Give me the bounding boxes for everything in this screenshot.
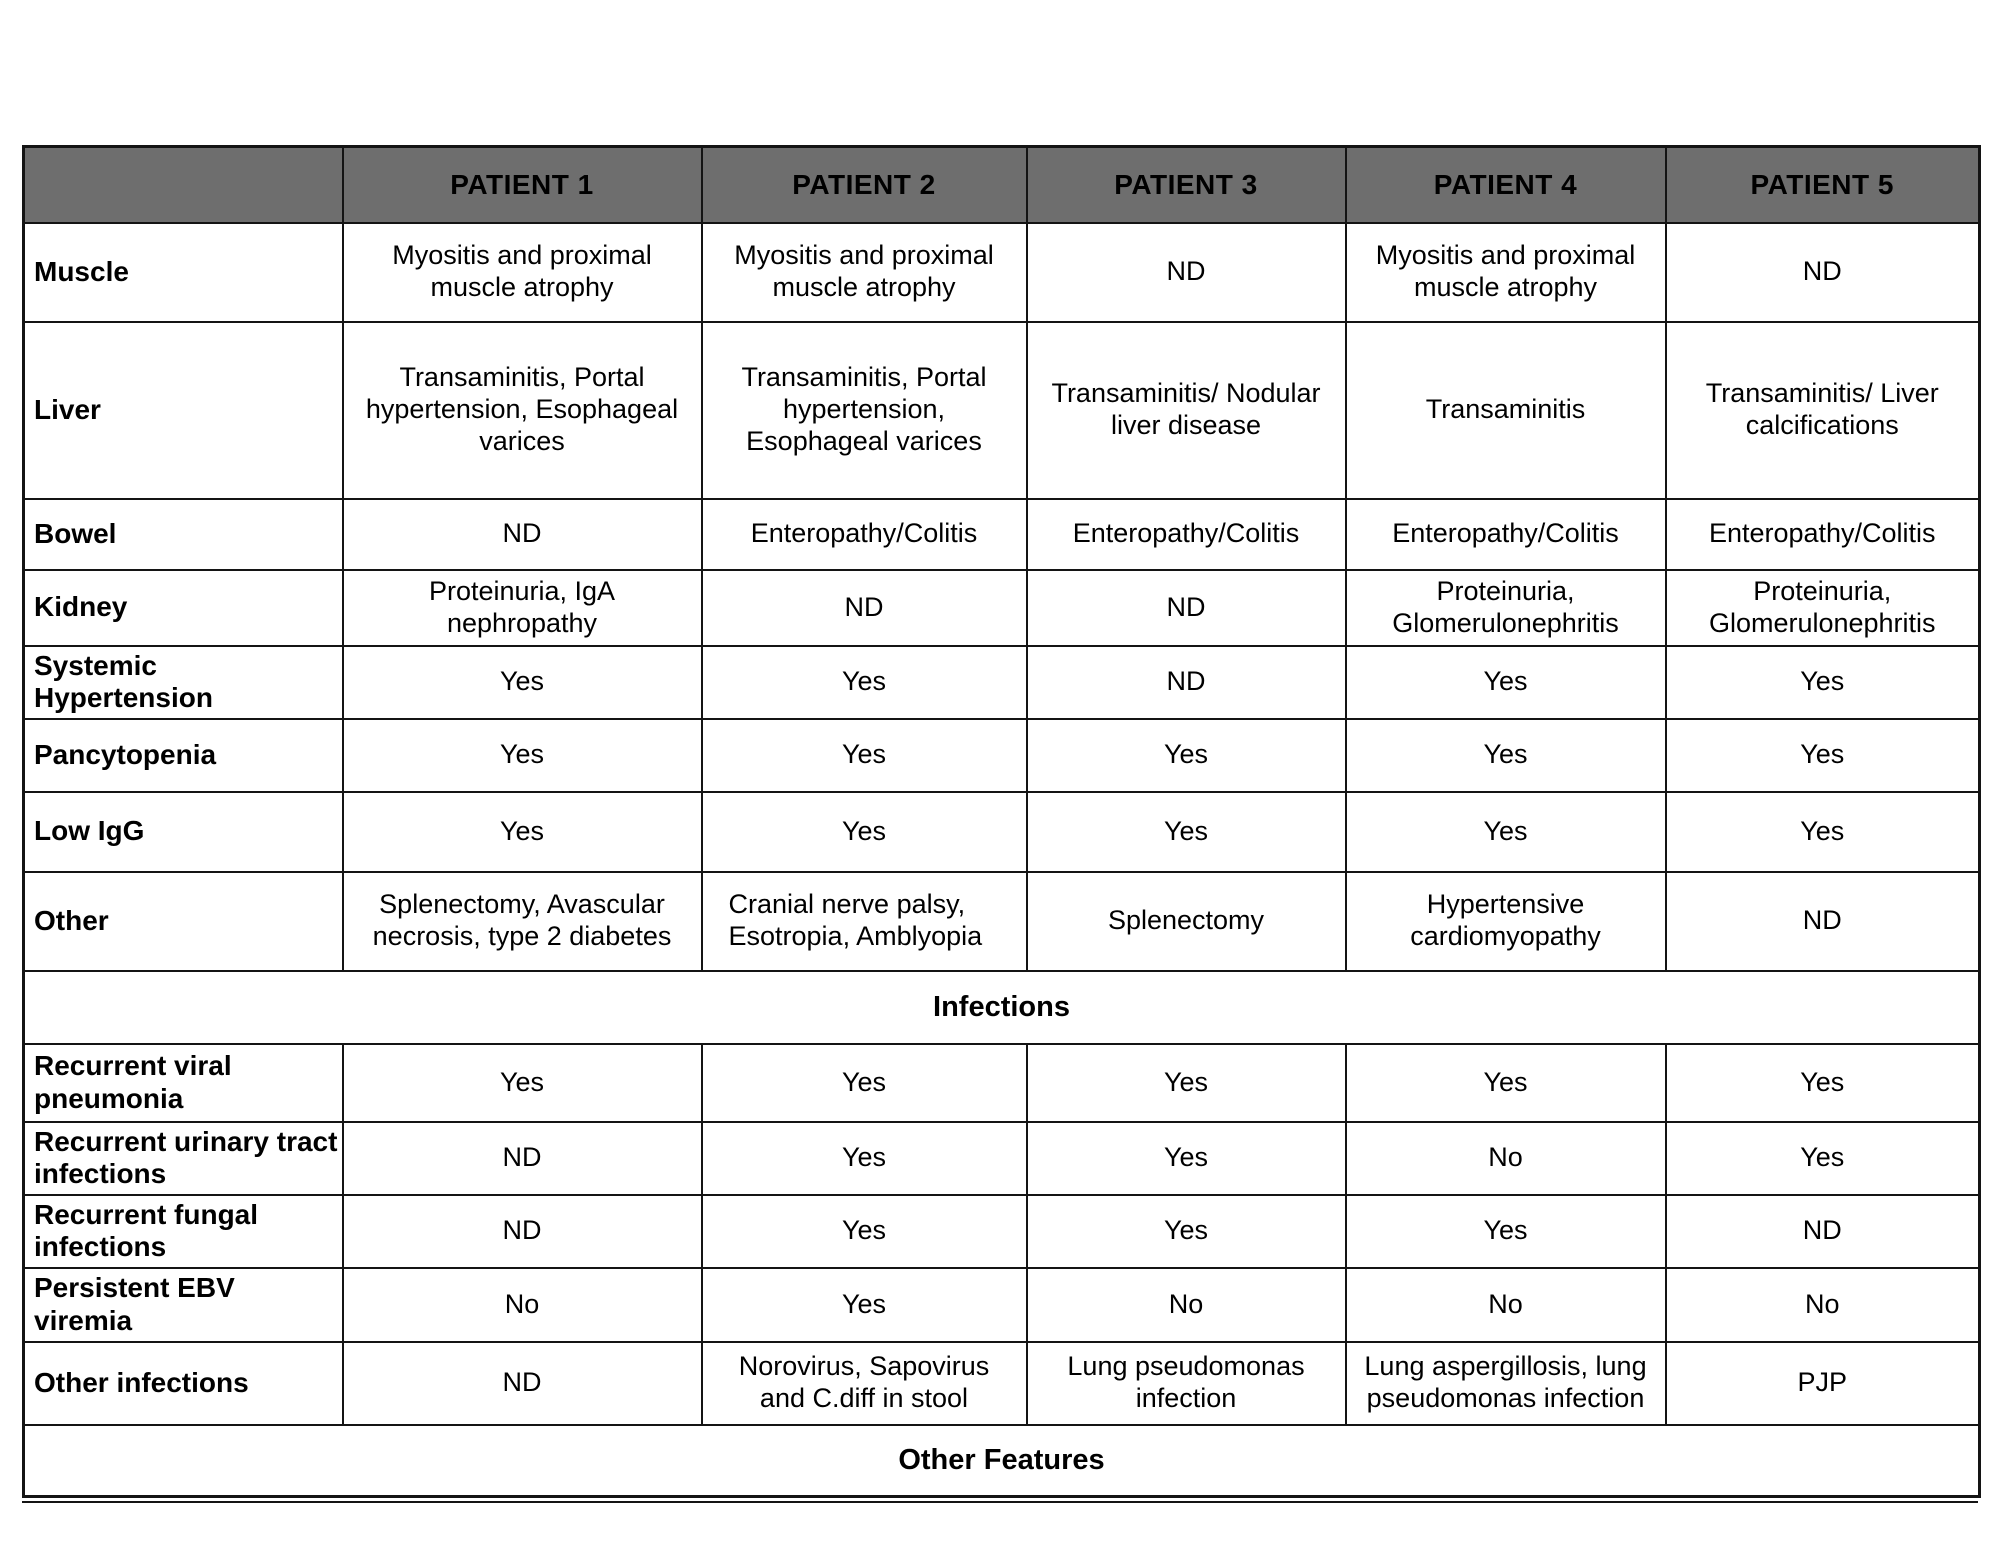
header-row	[24, 147, 1980, 223]
cell-pancytopenia-patient-2: Yes	[702, 719, 1027, 792]
row-label: Other infections	[24, 1342, 343, 1425]
table-row-systemic-hypertension	[24, 646, 1980, 719]
cell-recurrent-urinary-tract-infections-patient-2: Yes	[702, 1122, 1027, 1195]
cell-persistent-ebv-viremia-patient-3: No	[1027, 1268, 1346, 1342]
patient-comparison-table	[22, 145, 1981, 1498]
cell-recurrent-viral-pneumonia-patient-5: Yes	[1666, 1044, 1980, 1122]
cell-other-infections-patient-3: Lung pseudomonas infection	[1027, 1342, 1346, 1425]
cell-pancytopenia-patient-4: Yes	[1346, 719, 1666, 792]
cell-systemic-hypertension-patient-5: Yes	[1666, 646, 1980, 719]
cell-pancytopenia-patient-5: Yes	[1666, 719, 1980, 792]
cell-other-patient-3: Splenectomy	[1027, 872, 1346, 971]
table-row-recurrent-viral-pneumonia	[24, 1044, 1980, 1122]
cell-other-patient-5: ND	[1666, 872, 1980, 971]
table-row-other	[24, 872, 1980, 971]
cell-recurrent-urinary-tract-infections-patient-3: Yes	[1027, 1122, 1346, 1195]
cell-pancytopenia-patient-1: Yes	[343, 719, 702, 792]
row-label: Systemic Hypertension	[24, 646, 343, 719]
table-row-muscle	[24, 223, 1980, 322]
table-body	[24, 223, 1980, 1497]
table-bottom-rule	[22, 1501, 1978, 1503]
cell-recurrent-viral-pneumonia-patient-4: Yes	[1346, 1044, 1666, 1122]
cell-recurrent-viral-pneumonia-patient-2: Yes	[702, 1044, 1027, 1122]
cell-recurrent-urinary-tract-infections-patient-1: ND	[343, 1122, 702, 1195]
cell-recurrent-fungal-infections-patient-2: Yes	[702, 1195, 1027, 1268]
row-label: Recurrent viral pneumonia	[24, 1044, 343, 1122]
column-header-patient-2: PATIENT 2	[702, 147, 1027, 223]
cell-bowel-patient-2: Enteropathy/Colitis	[702, 499, 1027, 570]
cell-persistent-ebv-viremia-patient-4: No	[1346, 1268, 1666, 1342]
table-row-recurrent-fungal-infections	[24, 1195, 1980, 1268]
table-row-pancytopenia	[24, 719, 1980, 792]
row-label: Recurrent urinary tract infections	[24, 1122, 343, 1195]
cell-recurrent-urinary-tract-infections-patient-5: Yes	[1666, 1122, 1980, 1195]
table-header	[24, 147, 1980, 223]
row-label: Persistent EBV viremia	[24, 1268, 343, 1342]
cell-kidney-patient-1: Proteinuria, IgA nephropathy	[343, 570, 702, 646]
column-header-patient-3: PATIENT 3	[1027, 147, 1346, 223]
cell-low-igg-patient-1: Yes	[343, 792, 702, 872]
cell-muscle-patient-4: Myositis and proximal muscle atrophy	[1346, 223, 1666, 322]
cell-kidney-patient-3: ND	[1027, 570, 1346, 646]
cell-recurrent-fungal-infections-patient-3: Yes	[1027, 1195, 1346, 1268]
row-label: Other	[24, 872, 343, 971]
cell-bowel-patient-4: Enteropathy/Colitis	[1346, 499, 1666, 570]
cell-other-infections-patient-5: PJP	[1666, 1342, 1980, 1425]
table-row-persistent-ebv-viremia	[24, 1268, 1980, 1342]
cell-other-patient-1: Splenectomy, Avascular necrosis, type 2 diabetes	[343, 872, 702, 971]
cell-recurrent-viral-pneumonia-patient-1: Yes	[343, 1044, 702, 1122]
table-row-recurrent-urinary-tract-infections	[24, 1122, 1980, 1195]
cell-other-infections-patient-2: Norovirus, Sapovirus and C.diff in stool	[702, 1342, 1027, 1425]
cell-kidney-patient-4: Proteinuria, Glomerulonephritis	[1346, 570, 1666, 646]
column-header-patient-5: PATIENT 5	[1666, 147, 1980, 223]
cell-liver-patient-4: Transaminitis	[1346, 322, 1666, 499]
cell-kidney-patient-5: Proteinuria, Glomerulonephritis	[1666, 570, 1980, 646]
cell-low-igg-patient-3: Yes	[1027, 792, 1346, 872]
cell-persistent-ebv-viremia-patient-1: No	[343, 1268, 702, 1342]
cell-muscle-patient-3: ND	[1027, 223, 1346, 322]
cell-other-patient-2: Cranial nerve palsy, Esotropia, Amblyopia	[702, 872, 1027, 971]
cell-liver-patient-3: Transaminitis/ Nodular liver disease	[1027, 322, 1346, 499]
cell-recurrent-urinary-tract-infections-patient-4: No	[1346, 1122, 1666, 1195]
cell-liver-patient-1: Transaminitis, Portal hypertension, Esophageal varices	[343, 322, 702, 499]
table-row-other-infections	[24, 1342, 1980, 1425]
cell-systemic-hypertension-patient-1: Yes	[343, 646, 702, 719]
cell-bowel-patient-5: Enteropathy/Colitis	[1666, 499, 1980, 570]
cell-systemic-hypertension-patient-3: ND	[1027, 646, 1346, 719]
cell-recurrent-fungal-infections-patient-5: ND	[1666, 1195, 1980, 1268]
cell-recurrent-fungal-infections-patient-1: ND	[343, 1195, 702, 1268]
section-row	[24, 1425, 1980, 1497]
column-header-patient-1: PATIENT 1	[343, 147, 702, 223]
patient-comparison-table-container	[22, 145, 1978, 1503]
cell-systemic-hypertension-patient-2: Yes	[702, 646, 1027, 719]
column-header-patient-4: PATIENT 4	[1346, 147, 1666, 223]
section-title-infections: Infections	[24, 971, 1980, 1044]
cell-muscle-patient-1: Myositis and proximal muscle atrophy	[343, 223, 702, 322]
table-row-low-igg	[24, 792, 1980, 872]
table-row-kidney	[24, 570, 1980, 646]
row-label: Muscle	[24, 223, 343, 322]
row-label: Recurrent fungal infections	[24, 1195, 343, 1268]
cell-recurrent-viral-pneumonia-patient-3: Yes	[1027, 1044, 1346, 1122]
row-label: Bowel	[24, 499, 343, 570]
cell-muscle-patient-2: Myositis and proximal muscle atrophy	[702, 223, 1027, 322]
cell-liver-patient-2: Transaminitis, Portal hypertension, Esophageal varices	[702, 322, 1027, 499]
cell-persistent-ebv-viremia-patient-2: Yes	[702, 1268, 1027, 1342]
cell-bowel-patient-1: ND	[343, 499, 702, 570]
row-label: Low IgG	[24, 792, 343, 872]
table-row-bowel	[24, 499, 1980, 570]
section-row	[24, 971, 1980, 1044]
cell-low-igg-patient-4: Yes	[1346, 792, 1666, 872]
cell-systemic-hypertension-patient-4: Yes	[1346, 646, 1666, 719]
cell-pancytopenia-patient-3: Yes	[1027, 719, 1346, 792]
cell-kidney-patient-2: ND	[702, 570, 1027, 646]
corner-header-cell	[24, 147, 343, 223]
table-row-liver	[24, 322, 1980, 499]
section-title-other-features: Other Features	[24, 1425, 1980, 1497]
cell-muscle-patient-5: ND	[1666, 223, 1980, 322]
cell-other-infections-patient-4: Lung aspergillosis, lung pseudomonas infection	[1346, 1342, 1666, 1425]
cell-recurrent-fungal-infections-patient-4: Yes	[1346, 1195, 1666, 1268]
row-label: Liver	[24, 322, 343, 499]
cell-liver-patient-5: Transaminitis/ Liver calcifications	[1666, 322, 1980, 499]
cell-persistent-ebv-viremia-patient-5: No	[1666, 1268, 1980, 1342]
cell-bowel-patient-3: Enteropathy/Colitis	[1027, 499, 1346, 570]
cell-other-infections-patient-1: ND	[343, 1342, 702, 1425]
cell-low-igg-patient-2: Yes	[702, 792, 1027, 872]
row-label: Pancytopenia	[24, 719, 343, 792]
cell-other-patient-4: Hypertensive cardiomyopathy	[1346, 872, 1666, 971]
row-label: Kidney	[24, 570, 343, 646]
cell-low-igg-patient-5: Yes	[1666, 792, 1980, 872]
